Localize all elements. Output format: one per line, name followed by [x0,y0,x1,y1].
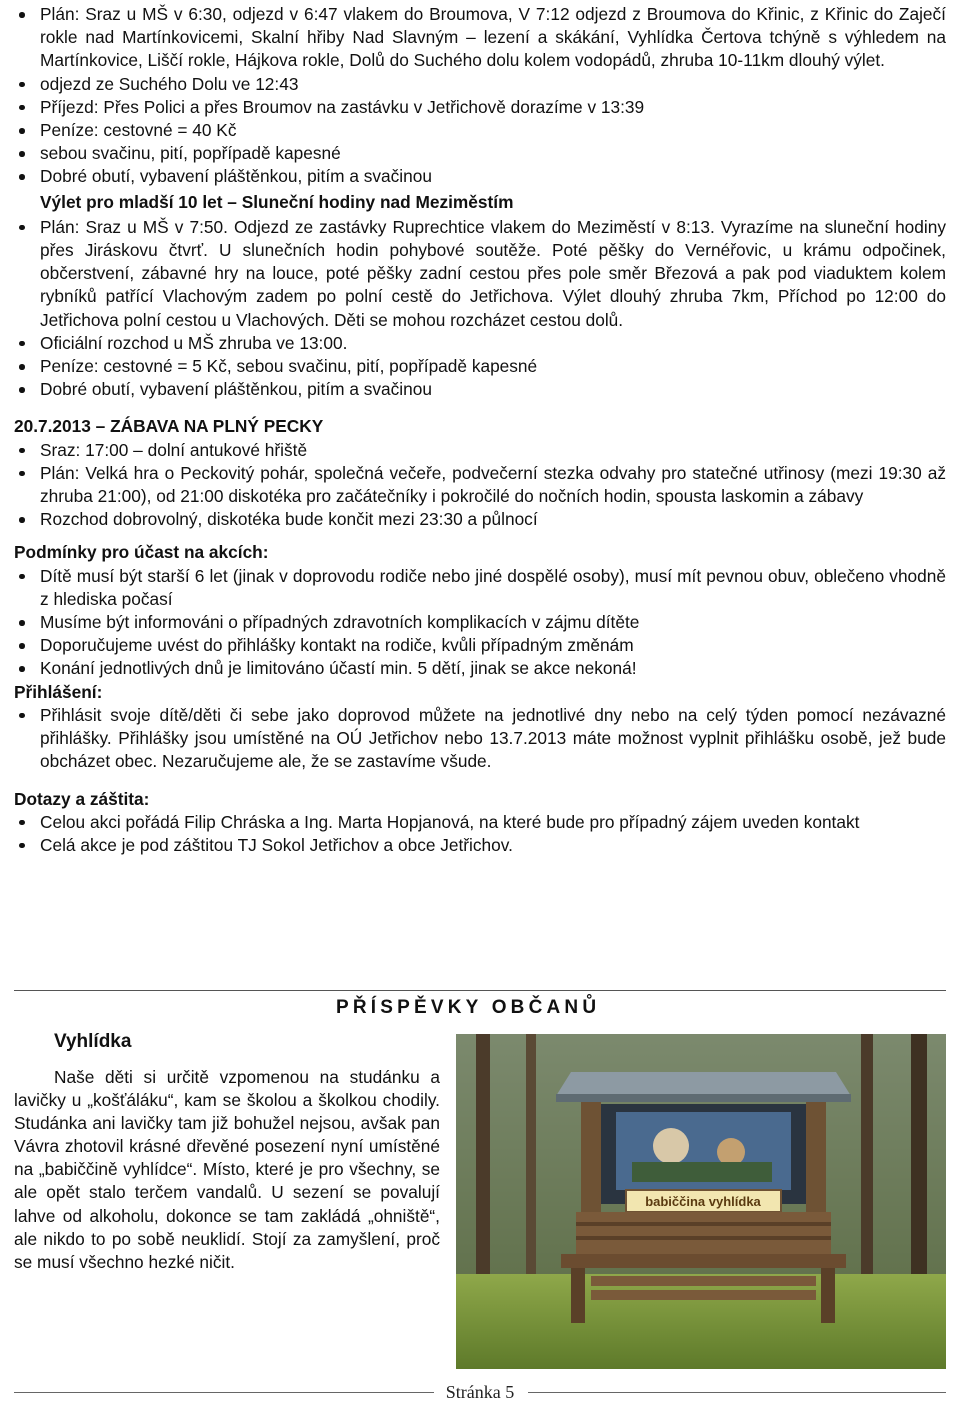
top-section [14,3,946,857]
list-item: Sraz: 17:00 – dolní antukové hřiště [14,439,946,462]
list-item: Peníze: cestovné = 40 Kč [14,119,946,142]
list-item: Peníze: cestovné = 5 Kč, sebou svačinu, pití, popřípadě kapesné [14,355,946,378]
list-item: Přihlásit svoje dítě/děti či sebe jako doprovod můžete na jednotlivé dny nebo na celý týden pomocí nezávazné přihlášky. Přihlášky jsou umístěné na OÚ Jetřichov nebo 13.7.2013 máte možnost vyplnit přihlášku osobě, jež bude obcházet obec. Nezaručujeme ale, že se zastavíme všude. [14,704,946,774]
list-item: Konání jednotlivých dnů je limitováno účastí min. 5 dětí, jinak se akce nekoná! [14,657,946,680]
party-list [14,439,946,532]
list-item: Plán: Velká hra o Peckovitý pohár, společná večeře, podvečerní stezka odvahy pro statečné utřinosy (mezi 19:30 až zhruba 21:00), od 21:00 diskotéka pro začátečníky i pokročilé do nočních hodin, spousta laskomin a zábavy [14,462,946,508]
list-item: Oficiální rozchod u MŠ zhruba ve 13:00. [14,332,946,355]
list-item: Dobré obutí, vybavení pláštěnkou, pitím a svačinou [14,378,946,401]
vyhlidka-photo [456,1034,946,1369]
list-item: Dobré obutí, vybavení pláštěnkou, pitím a svačinou [14,165,946,188]
section-divider [14,990,946,991]
list-item: Rozchod dobrovolný, diskotéka bude končit mezi 23:30 a půlnocí [14,508,946,531]
wooden-shelter-image [456,1034,946,1369]
list-item: Plán: Sraz u MŠ v 6:30, odjezd v 6:47 vlakem do Broumova, V 7:12 odjezd z Broumova do Křinic, z Křinic do Zaječí rokle nad Martínkovicemi, Skalní hřiby Nad Slavným – lezení a skákání, Vyhlídka Čertova tchýně s výhledem na Martínkovice, Liščí rokle, Hájkova rokle, Dolů do Suchého dolu kolem vodopádů, zhruba 10-11km dlouhý výlet. [14,3,946,73]
party-heading: 20.7.2013 – ZÁBAVA NA PLNÝ PECKY [14,416,324,437]
vyhlidka-text: Naše děti si určitě vzpomenou na studánku a lavičky u „košťáláku“, kam se školou a školkou chodily. Studánka ani lavičky tam již bohužel nejsou, avšak pan Vávra zhotovil krásné dřevěné posezení nyní umístěné na „babiččině vyhlídce“. Místo, které je pro všechny, se ale opět stalo terčem vandalů. U sezení se povalují lahve od alkoholu, dokonce se tam zakládá „ohniště“, ale nikdo to po sobě neuklidí. Stojí za zamyšlení, proč se musí všechno hezké ničit. [14,1067,440,1272]
younger-list [14,216,946,402]
page-number: Stránka 5 [440,1382,520,1402]
questions-heading: Dotazy a záštita: [14,788,150,809]
sign-text: babiččina vyhlídka [645,1194,761,1209]
questions-list [14,811,946,857]
signup-heading: Přihlášení: [14,681,103,702]
list-item: sebou svačinu, pití, popřípadě kapesné [14,142,946,165]
signup-list [14,704,946,774]
vyhlidka-title: Vyhlídka [54,1031,132,1052]
trip-list [14,3,946,189]
conditions-heading: Podmínky pro účast na akcích: [14,542,269,563]
younger-heading: Výlet pro mladší 10 let – Sluneční hodiny nad Meziměstím [40,191,514,212]
contributions-heading: PŘÍSPĚVKY OBČANŮ [336,997,601,1018]
list-item: Musíme být informováni o případných zdravotních komplikacích v zájmu dítěte [14,611,946,634]
list-item: Plán: Sraz u MŠ v 7:50. Odjezd ze zastávky Ruprechtice vlakem do Meziměstí v 8:13. Vyrazíme na sluneční hodiny přes Jiráskovu čtvrť. U slunečních hodin pohybové soutěže. Poté pěšky do Vernéřovic, u krámu odpočinek, občerstvení, zábavné hry na louce, poté pěšky zadní cestou přes pole směr Březová a pak pod viaduktem kolem rybníků patřící Vlachovým zadem po polní cestě do Jetřichova. Výlet dlouhý zhruba 7km, Příchod po 12:00 do Jetřichova polní cestou u Vlachových. Děti se mohou rozcházet cestou dolů. [14,216,946,332]
list-item: Příjezd: Přes Polici a přes Broumov na zastávku v Jetřichově dorazíme v 13:39 [14,96,946,119]
conditions-list [14,565,946,681]
list-item: Doporučujeme uvést do přihlášky kontakt na rodiče, kvůli případným změnám [14,634,946,657]
list-item: Celou akci pořádá Filip Chráska a Ing. Marta Hopjanová, na které bude pro případný zájem uveden kontakt [14,811,946,834]
list-item: odjezd ze Suchého Dolu ve 12:43 [14,73,946,96]
list-item: Dítě musí být starší 6 let (jinak v doprovodu rodiče nebo jiné dospělé osoby), musí mít pevnou obuv, oblečeno vhodně z hlediska počasí [14,565,946,611]
list-item: Celá akce je pod záštitou TJ Sokol Jetřichov a obce Jetřichov. [14,834,946,857]
